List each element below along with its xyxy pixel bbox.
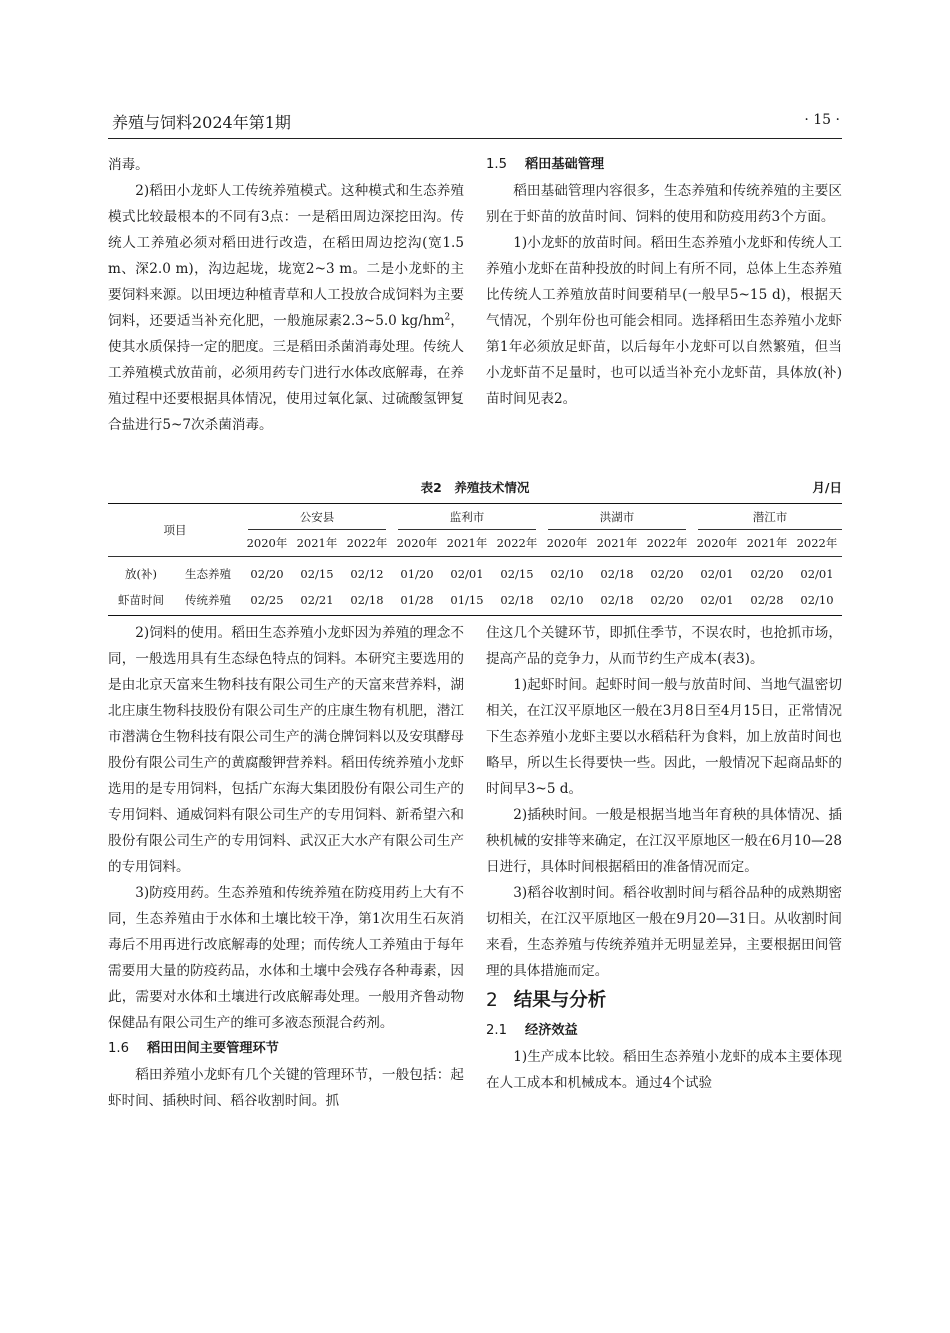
- county-header: [692, 504, 842, 531]
- year-header: 2020年: [542, 530, 592, 557]
- paragraph: 住这几个关键环节，即抓住季节，不误农时，也抢抓市场，提高产品的竞争力，从而节约生产成本(表3)。: [486, 625, 842, 667]
- county-name: 洪湖市: [548, 505, 686, 530]
- table-row: [108, 587, 842, 616]
- section-title: 结果与分析: [513, 990, 607, 1011]
- running-header: [108, 108, 842, 139]
- paragraph: 消毒。: [108, 157, 149, 173]
- table-cell: 02/01: [450, 567, 484, 581]
- year-header: 2022年: [642, 530, 692, 557]
- table-cell: 01/20: [400, 567, 434, 581]
- table-cell: 02/01: [700, 567, 734, 581]
- table-cell: 02/20: [250, 567, 284, 581]
- row-type: 生态养殖: [185, 567, 231, 581]
- page-number: · 15 ·: [804, 112, 840, 128]
- year-header: 2021年: [742, 530, 792, 557]
- table-cell: 02/01: [800, 567, 834, 581]
- county-header: [392, 504, 542, 531]
- table-caption-row: [108, 478, 842, 500]
- county-name: 潜江市: [698, 505, 842, 530]
- table-cell: 01/28: [392, 587, 442, 616]
- table-cell: 02/25: [242, 587, 292, 616]
- section-number: 1.5: [486, 157, 507, 172]
- paragraph: 稻田养殖小龙虾有几个关键的管理环节，一般包括：起虾时间、插秧时间、稻谷收割时间。抓: [108, 1067, 464, 1109]
- paragraph-transplanting: 2)插秧时间。一般是根据当地当年育秧的具体情况、插秧机械的安排等来确定，在江汉平原地区一般在6月10—28日进行，具体时间根据稻田的准备情况而定。: [486, 807, 842, 875]
- row-type: 传统养殖: [174, 587, 242, 616]
- paragraph-rice-harvest: 3)稻谷收割时间。稻谷收割时间与稻谷品种的成熟期密切相关，在江汉平原地区一般在9月20—31日。从收割时间来看，生态养殖与传统养殖并无明显差异，主要根据田间管理的具体措施而定。: [486, 885, 842, 979]
- paragraph: 1)小龙虾的放苗时间。稻田生态养殖小龙虾和传统人工养殖小龙虾在苗种投放的时间上有所不同，总体上生态养殖比传统人工养殖放苗时间要稍早(一般早5~15 d)，根据天气情况，个别年份也可能会相同。选择稻田生态养殖小龙虾第1年必须放足虾苗，以后每年小龙虾可以自然繁殖，但当小龙虾苗不足量时，也可以适当补充小龙虾苗，具体放(补)苗时间见表2。: [486, 235, 842, 407]
- table-cell: 02/10: [542, 587, 592, 616]
- year-header: 2020年: [692, 530, 742, 557]
- breeding-technology-table: [108, 503, 842, 616]
- county-name: 公安县: [248, 505, 386, 530]
- paragraph-text: 2)稻田小龙虾人工传统养殖模式。这种模式和生态养殖模式比较最根本的不同有3点：一是稻田周边深挖田沟。传统人工养殖必须对稻田进行改造，在稻田周边挖沟(宽1.5 m、深2.0 m)，沟边起垅，垅宽2~3 m。二是小龙虾的主要饲料来源。以田埂边种植青草和人工投放合成饲料为主要饲料，还要适当补充化肥，一般施尿素2.3~5.0 kg/hm: [108, 183, 464, 329]
- table-cell: 02/18: [492, 587, 542, 616]
- section-heading-2-1: [486, 1018, 842, 1044]
- section-number: 1.6: [108, 1041, 129, 1056]
- table-cell: 02/18: [342, 587, 392, 616]
- paragraph: 稻田基础管理内容很多，生态养殖和传统养殖的主要区别在于虾苗的放苗时间、饲料的使用和防疫用药3个方面。: [486, 183, 842, 225]
- year-header: 2020年: [392, 530, 442, 557]
- paragraph-epidemic: 3)防疫用药。生态养殖和传统养殖在防疫用药上大有不同，生态养殖由于水体和土壤比较干净，第1次用生石灰消毒后不用再进行改底解毒的处理；而传统人工养殖由于每年需要用大量的防疫药品，水体和土壤中会残存各种毒素，因此，需要对水体和土壤进行改底解毒处理。一般用齐鲁动物保健品有限公司生产的维可多液态预混合药剂。: [108, 885, 464, 1031]
- paragraph-harvest-shrimp: 1)起虾时间。起虾时间一般与放苗时间、当地气温密切相关，在江汉平原地区一般在3月8日至4月15日，正常情况下生态养殖小龙虾主要以水稻秸秆为食料，加上放苗时间也略早，所以生长得要快一些。因此，一般情况下起商品虾的时间早3~5 d。: [486, 677, 842, 797]
- county-name: 监利市: [398, 505, 536, 530]
- year-header: 2022年: [492, 530, 542, 557]
- table-cell: 02/01: [692, 587, 742, 616]
- paragraph-text: ，使其水质保持一定的肥度。三是稻田杀菌消毒处理。传统人工养殖模式放苗前，必须用药专门进行水体改底解毒，在养殖过程中还要根据具体情况，使用过氧化氯、过硫酸氢钾复合盐进行5~7次杀菌消毒。: [108, 313, 464, 433]
- table-cell: 02/12: [350, 567, 384, 581]
- table-cell: 02/18: [600, 567, 634, 581]
- right-column-bottom: [486, 620, 842, 1096]
- table-cell: 02/10: [550, 567, 584, 581]
- section-title: 经济效益: [524, 1023, 578, 1038]
- table-row: [108, 557, 842, 588]
- table-caption: 表2 养殖技术情况: [420, 480, 530, 495]
- superscript: 2: [444, 312, 451, 323]
- table-cell: 02/15: [300, 567, 334, 581]
- table-cell: 02/10: [792, 587, 842, 616]
- section-title: 稻田基础管理: [524, 157, 605, 172]
- year-header: 2020年: [242, 530, 292, 557]
- item-header: 项目: [108, 504, 242, 557]
- table-unit: 月/日: [812, 480, 842, 495]
- row-label: 放(补): [125, 567, 157, 581]
- year-header: 2022年: [792, 530, 842, 557]
- table-cell: 02/28: [742, 587, 792, 616]
- section-title: 稻田田间主要管理环节: [146, 1041, 279, 1056]
- section-heading-1-6: [108, 1036, 464, 1062]
- table-cell: 02/20: [650, 567, 684, 581]
- paragraph-feed: 2)饲料的使用。稻田生态养殖小龙虾因为养殖的理念不同，一般选用具有生态绿色特点的饲料。本研究主要选用的是由北京天富来生物科技有限公司生产的天富来营养料，湖北庄康生物科技股份有限公司生产的庄康生物有机肥，潜江市潜满仓生物科技有限公司生产的满仓牌饲料以及安琪酵母股份有限公司生产的黄腐酸钾营养料。稻田传统养殖小龙虾选用的是专用饲料，包括广东海大集团股份有限公司生产的专用饲料、通威饲料有限公司生产的专用饲料、新希望六和股份有限公司生产的专用饲料、武汉正大水产有限公司生产的专用饲料。: [108, 625, 464, 875]
- county-header: [542, 504, 692, 531]
- section-heading-2: [486, 984, 842, 1018]
- table-cell: 02/20: [642, 587, 692, 616]
- paragraph-traditional-mode: [108, 178, 464, 438]
- year-header: 2021年: [292, 530, 342, 557]
- table-cell: 01/15: [442, 587, 492, 616]
- year-header: 2021年: [592, 530, 642, 557]
- journal-title: 养殖与饲料2024年第1期: [112, 113, 291, 132]
- county-header: [242, 504, 392, 531]
- section-number: 2.1: [486, 1023, 507, 1038]
- table-cell: 02/18: [592, 587, 642, 616]
- paragraph: 1)生产成本比较。稻田生态养殖小龙虾的成本主要体现在人工成本和机械成本。通过4个试验: [486, 1049, 842, 1091]
- section-number: 2: [486, 990, 498, 1011]
- section-heading-1-5: [486, 152, 842, 178]
- row-label: 虾苗时间: [108, 587, 174, 616]
- left-column-top: [108, 152, 464, 438]
- left-column-bottom: [108, 620, 464, 1114]
- year-header: 2021年: [442, 530, 492, 557]
- table-cell: 02/21: [292, 587, 342, 616]
- table-cell: 02/20: [750, 567, 784, 581]
- table-cell: 02/15: [500, 567, 534, 581]
- year-header: 2022年: [342, 530, 392, 557]
- right-column-top: [486, 152, 842, 412]
